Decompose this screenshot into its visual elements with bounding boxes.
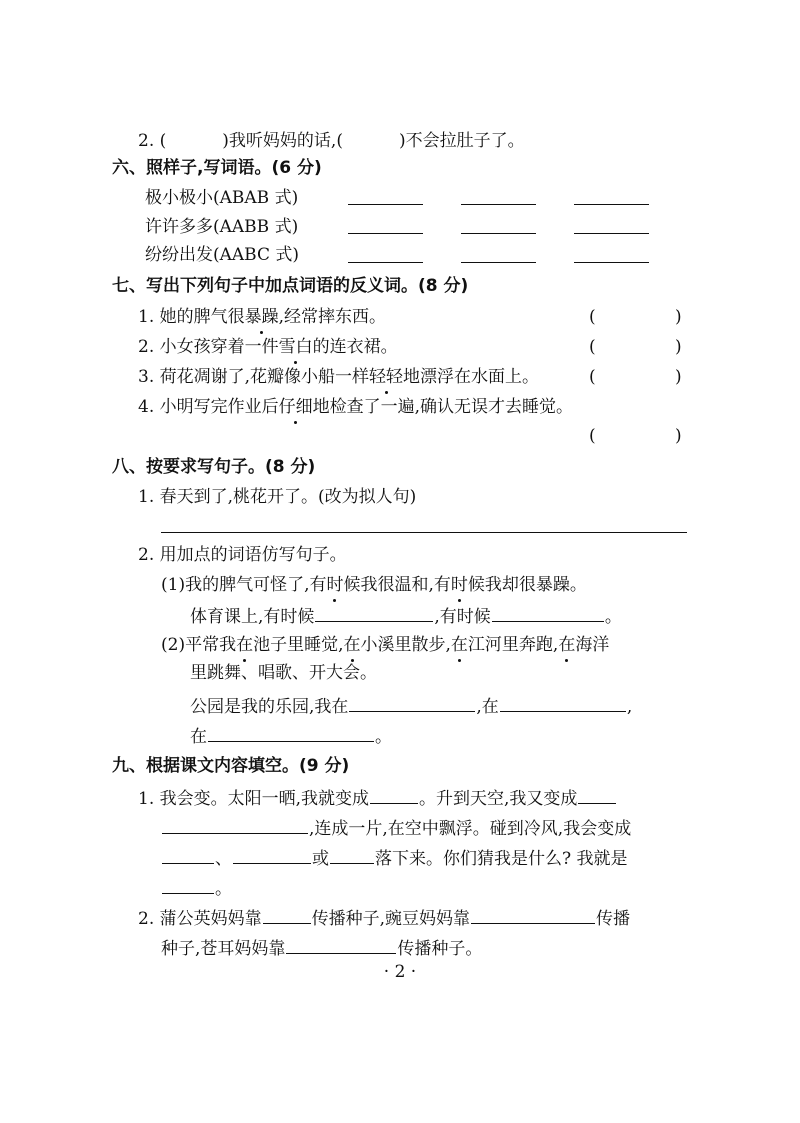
answer-blank[interactable] bbox=[574, 233, 649, 234]
s6-row-1-label: 极小极小(ABAB 式) bbox=[145, 188, 299, 208]
s8-q2-2-fill: 公园是我的乐园,我在 ,在 , bbox=[190, 694, 632, 718]
answer-blank[interactable] bbox=[492, 604, 604, 622]
dotted-word: 在 bbox=[236, 635, 254, 655]
answer-blank[interactable] bbox=[315, 604, 433, 622]
s9-q2-line1: 2. 蒲公英妈妈靠 传播种子,豌豆妈妈靠 传播 bbox=[138, 906, 630, 930]
dotted-word: 轻轻 bbox=[369, 367, 404, 387]
s7-item-2: 2. 小女孩穿着一件雪白的连衣裙。 bbox=[138, 337, 398, 357]
answer-paren-left: ( bbox=[589, 367, 596, 387]
answer-blank[interactable] bbox=[348, 233, 423, 234]
answer-blank[interactable] bbox=[461, 262, 536, 263]
answer-paren-right: ) bbox=[675, 337, 682, 357]
s8-q2: 2. 用加点的词语仿写句子。 bbox=[138, 545, 347, 565]
s8-q2-2-fill2: 在 。 bbox=[190, 724, 392, 748]
s7-item-4: 4. 小明写完作业后仔细地检查了一遍,确认无误才去睡觉。 bbox=[138, 397, 574, 417]
dotted-word: 仔细 bbox=[278, 397, 313, 417]
answer-blank[interactable] bbox=[370, 786, 418, 804]
s9-q1-line3: 、 或 落下来。你们猜我是什么? 我就是 bbox=[161, 846, 628, 870]
answer-blank[interactable] bbox=[162, 846, 214, 864]
answer-blank[interactable] bbox=[208, 724, 374, 742]
dotted-word: 暴躁 bbox=[244, 307, 279, 327]
section-9-heading: 九、根据课文内容填空。(9 分) bbox=[112, 756, 350, 776]
section-7-heading: 七、写出下列句子中加点词语的反义词。(8 分) bbox=[112, 276, 469, 296]
dotted-word: 有时候 bbox=[433, 575, 485, 595]
answer-blank[interactable] bbox=[286, 936, 396, 954]
answer-blank[interactable] bbox=[162, 816, 308, 834]
s7-item-1: 1. 她的脾气很暴躁,经常摔东西。 bbox=[138, 307, 387, 327]
s8-q1: 1. 春天到了,桃花开了。(改为拟人句) bbox=[138, 487, 417, 507]
answer-blank[interactable] bbox=[574, 204, 649, 205]
dotted-word: 有时候 bbox=[309, 575, 361, 595]
answer-paren-right: ) bbox=[675, 367, 682, 387]
answer-blank[interactable] bbox=[574, 262, 649, 263]
answer-blank[interactable] bbox=[349, 694, 475, 712]
answer-blank[interactable] bbox=[162, 876, 214, 894]
s8-q2-2-cont: 里跳舞、唱歌、开大会。 bbox=[190, 663, 377, 683]
answer-blank[interactable] bbox=[330, 846, 374, 864]
s7-item-3: 3. 荷花凋谢了,花瓣像小船一样轻轻地漂浮在水面上。 bbox=[138, 367, 540, 387]
answer-blank[interactable] bbox=[461, 204, 536, 205]
dotted-word: 在 bbox=[558, 635, 576, 655]
s8-q2-1: (1)我的脾气可怪了,有时候我很温和,有时候我却很暴躁。 bbox=[161, 575, 587, 595]
answer-blank[interactable] bbox=[578, 786, 616, 804]
section-6-heading: 六、照样子,写词语。(6 分) bbox=[112, 158, 322, 178]
s6-row-2-label: 许许多多(AABB 式) bbox=[145, 217, 299, 237]
s9-q1-line1: 1. 我会变。太阳一晒,我就变成 。升到天空,我又变成 bbox=[138, 786, 617, 810]
answer-paren-left: ( bbox=[589, 307, 596, 327]
dotted-word: 雪白 bbox=[278, 337, 313, 357]
answer-blank[interactable] bbox=[233, 846, 311, 864]
answer-blank[interactable] bbox=[348, 262, 423, 263]
s8-q2-2: (2)平常我在池子里睡觉,在小溪里散步,在江河里奔跑,在海洋 bbox=[161, 635, 610, 655]
s9-q2-line2: 种子,苍耳妈妈靠 传播种子。 bbox=[161, 936, 482, 960]
q-number: 2. bbox=[138, 131, 155, 151]
section-8-heading: 八、按要求写句子。(8 分) bbox=[112, 457, 316, 477]
s6-row-3-label: 纷纷出发(AABC 式) bbox=[145, 245, 300, 265]
answer-paren-left: ( bbox=[589, 337, 596, 357]
answer-blank[interactable] bbox=[471, 906, 595, 924]
answer-blank[interactable] bbox=[500, 694, 626, 712]
answer-paren-right: ) bbox=[675, 426, 682, 446]
answer-line[interactable] bbox=[161, 532, 687, 533]
s9-q1-line2: ,连成一片,在空中飘浮。碰到冷风,我会变成 bbox=[161, 816, 631, 840]
answer-blank[interactable] bbox=[263, 906, 311, 924]
answer-blank[interactable] bbox=[348, 204, 423, 205]
page-number: · 2 · bbox=[383, 962, 417, 982]
s9-q1-line4: 。 bbox=[161, 876, 232, 900]
s5-q2: 2. ( )我听妈妈的话,( )不会拉肚子了。 bbox=[138, 131, 525, 151]
dotted-word: 在 bbox=[450, 635, 468, 655]
dotted-word: 在 bbox=[343, 635, 361, 655]
answer-paren-left: ( bbox=[589, 426, 596, 446]
s8-q2-1-fill: 体育课上,有时候 ,有时候 。 bbox=[190, 604, 622, 628]
answer-blank[interactable] bbox=[461, 233, 536, 234]
answer-paren-right: ) bbox=[675, 307, 682, 327]
